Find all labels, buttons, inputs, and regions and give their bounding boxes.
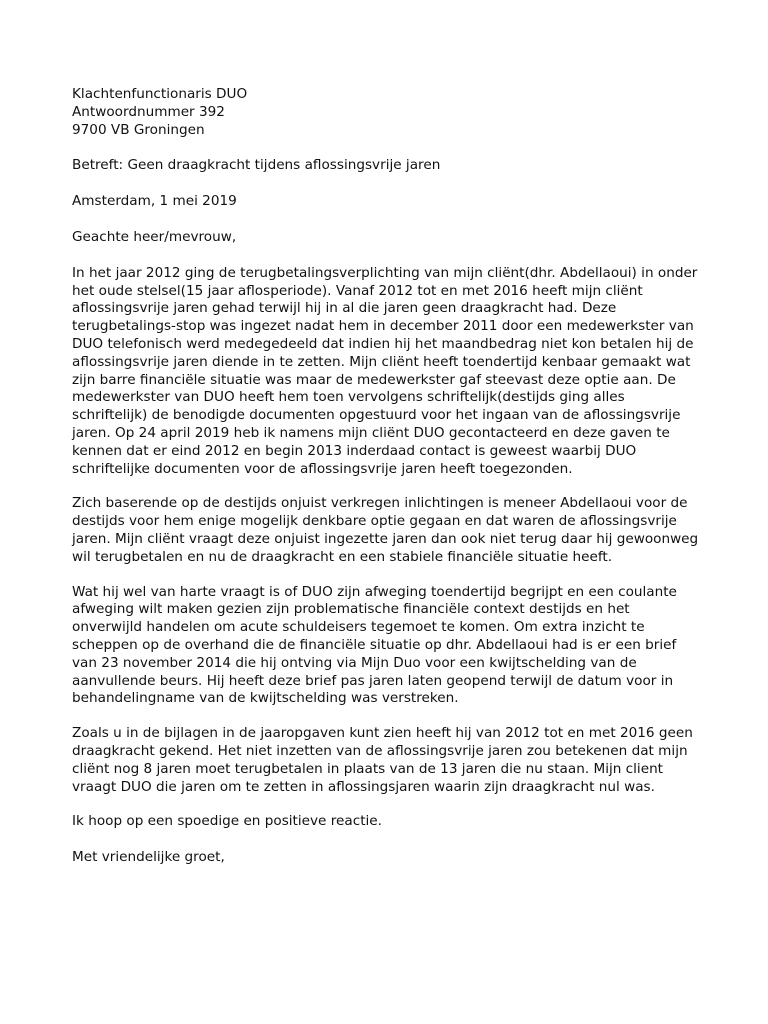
recipient-address bbox=[72, 86, 702, 139]
body-paragraph-3: Wat hij wel van harte vraagt is of DUO zijn afweging toendertijd begrijpt en een coulante afweging wilt maken gezien zijn problematische financiële context destijds en het onverwijld handelen om acute schuldeisers tegemoet te komen. Om extra inzicht te scheppen op de overhand die de financiële situatie op dhr. Abdellaoui had is er een brief van 23 november 2014 die hij ontving via Mijn Duo voor een kwijtschelding van de aanvullende beurs. Hij heeft deze brief pas jaren laten geopend terwijl de datum voor in behandelingname van de kwijtschelding was verstreken. bbox=[72, 583, 677, 707]
body-paragraph-4: Zoals u in de bijlagen in de jaaropgaven kunt zien heeft hij van 2012 tot en met 2016 geen draagkracht gekend. Het niet inzetten van de aflossingsvrije jaren zou betekenen dat mijn cliënt nog 8 jaren moet terugbetalen in plaats van de 13 jaren die nu staan. Mijn client vraagt DUO die jaren om te zetten in aflossingsjaren waarin zijn draagkracht nul was. bbox=[72, 725, 693, 795]
body-paragraph-1: In het jaar 2012 ging de terugbetalingsverplichting van mijn cliënt(dhr. Abdellaoui) in onder het oude stelsel(15 jaar aflosperiode). Vanaf 2012 tot en met 2016 heeft mijn cliënt aflossingsvrije jaren gehad terwijl hij in al die jaren geen draagkracht had. Deze terugbetalings-stop was ingezet nadat hem in december 2011 door een medewerkster van DUO telefonisch werd medegedeeld dat indien hij het maandbedrag niet kon betalen hij de aflossingsvrije jaren diende in te zetten. Mijn cliënt heeft toendertijd kenbaar gemaakt wat zijn barre financiële situatie was maar de medewerkster gaf steevast deze optie aan. De medewerkster van DUO heeft hem toen vervolgens schriftelijk(destijds ging alles schriftelijk) de benodigde documenten opgestuurd voor het ingaan van de aflossingsvrije jaren. Op 24 april 2019 heb ik namens mijn cliënt DUO gecontacteerd en deze gaven te kennen dat er eind 2012 en begin 2013 inderdaad contact is geweest waarbij DUO schriftelijke documenten voor de aflossingsvrije jaren heeft toegezonden. bbox=[72, 264, 698, 477]
body-paragraph-2: Zich baserende op de destijds onjuist verkregen inlichtingen is meneer Abdellaoui voor de destijds voor hem enige mogelijk denkbare optie gegaan en dat waren de aflossingsvrije jaren. Mijn cliënt vraagt deze onjuist ingezette jaren dan ook niet terug daar hij gewoonweg wil terugbetalen en nu de draagkracht en een stabiele financiële situatie heeft. bbox=[72, 495, 699, 565]
subject-line: Betreft: Geen draagkracht tijdens aflossingsvrije jaren bbox=[72, 157, 441, 174]
place-date: Amsterdam, 1 mei 2019 bbox=[72, 193, 237, 210]
salutation: Geachte heer/mevrouw, bbox=[72, 228, 237, 245]
address-line-1: Klachtenfunctionaris DUO bbox=[72, 86, 248, 102]
sign-off: Met vriendelijke groet, bbox=[72, 849, 225, 866]
closing-line: Ik hoop op een spoedige en positieve reactie. bbox=[72, 813, 382, 830]
address-line-2: Antwoordnummer 392 bbox=[72, 103, 225, 120]
address-line-3: 9700 VB Groningen bbox=[72, 121, 205, 138]
letter-page bbox=[72, 86, 702, 885]
